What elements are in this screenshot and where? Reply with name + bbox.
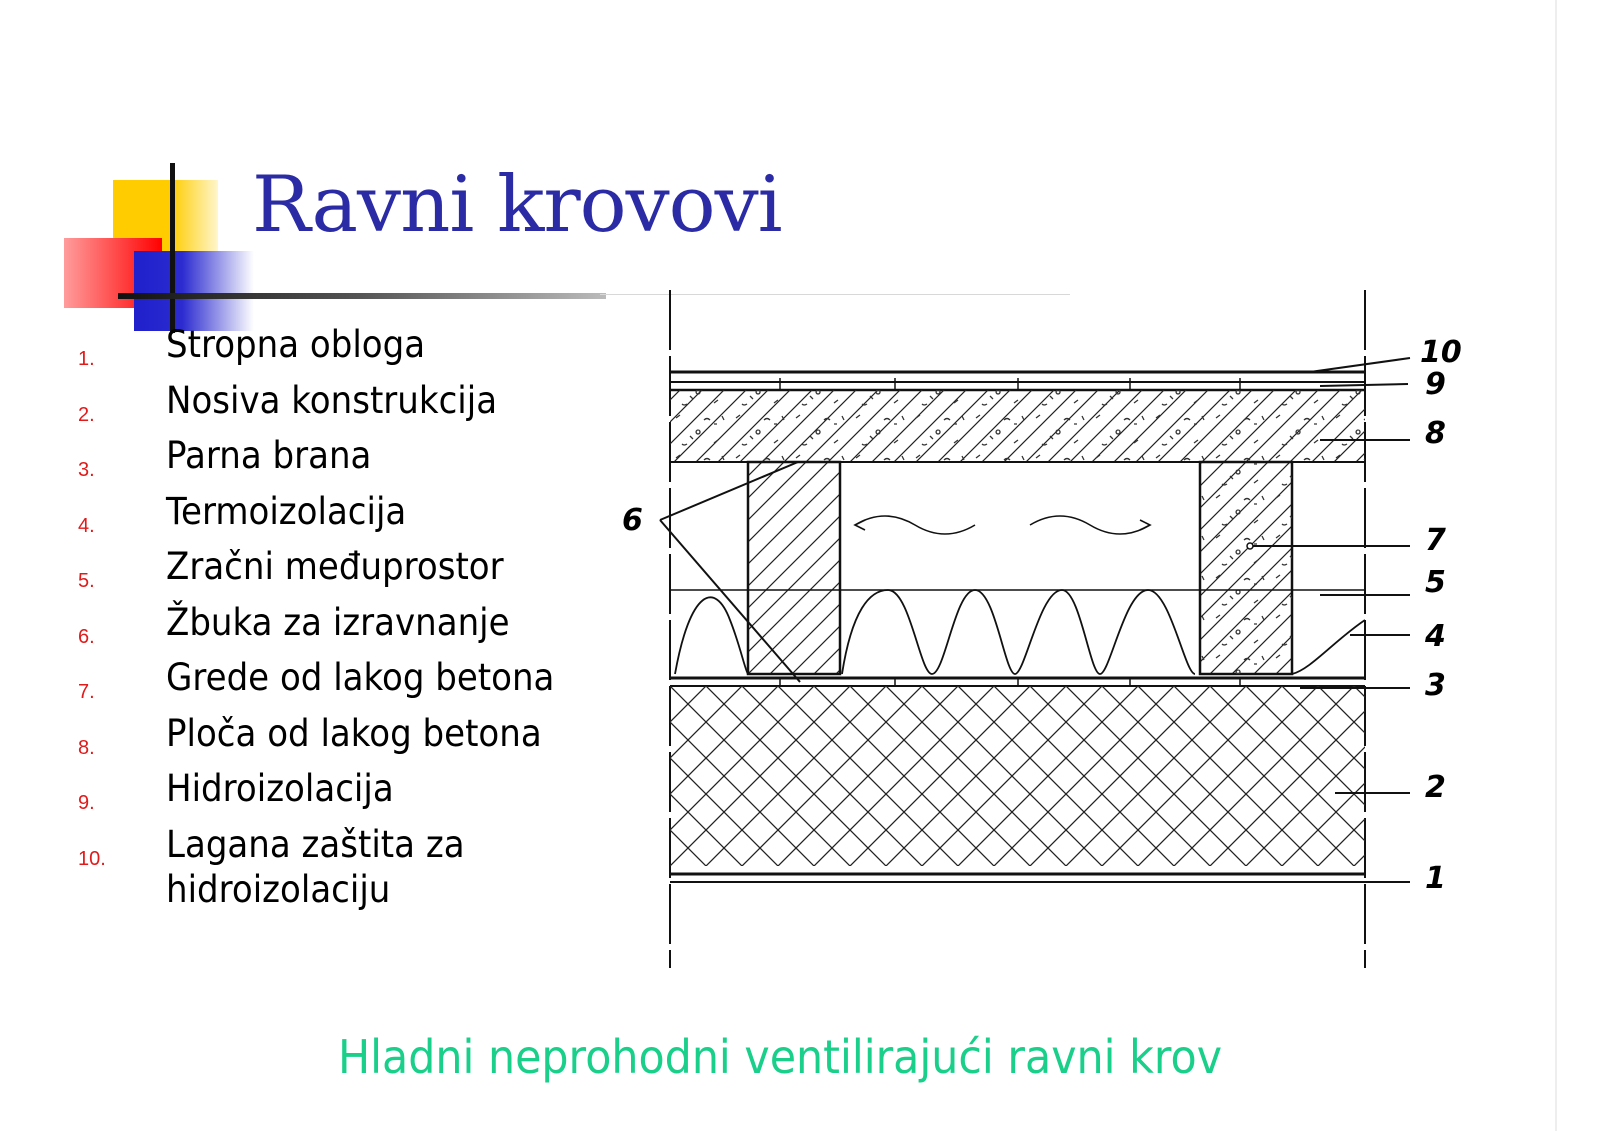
airflow-left	[855, 516, 975, 534]
label-2: 2	[1425, 770, 1446, 805]
logo-vertical-line	[170, 163, 175, 333]
title-underline	[118, 293, 606, 299]
legend-text: Stropna obloga	[166, 323, 426, 366]
roof-section-drawing	[622, 290, 1500, 994]
layer-8-slab-speckle	[670, 390, 1365, 462]
label-10: 10	[1420, 335, 1462, 370]
legend-number: 9.	[78, 792, 95, 814]
label-3: 3	[1425, 668, 1446, 703]
layer-legend	[0, 323, 640, 920]
layer-7-beam-right-speckle	[1200, 462, 1292, 674]
membrane-joints	[780, 378, 1240, 390]
label-4: 4	[1425, 619, 1446, 654]
legend-number: 4.	[78, 514, 95, 537]
legend-text: Hidroizolacija	[166, 767, 394, 810]
logo-blue-square	[134, 251, 254, 331]
legend-number: 8.	[78, 736, 95, 759]
layer-4-wave-middle	[842, 590, 1195, 674]
label-5: 5	[1425, 565, 1446, 600]
legend-number: 10.	[78, 847, 106, 870]
layer-7-beam-left	[748, 462, 840, 674]
legend-number: 3.	[78, 459, 95, 481]
beam-marker	[1247, 543, 1253, 549]
section-svg	[622, 290, 1500, 990]
legend-text: Parna brana	[166, 434, 372, 477]
legend-number: 7.	[78, 681, 95, 703]
legend-text: Termoizolacija	[166, 489, 407, 533]
layer-2-structure	[670, 686, 1365, 866]
legend-text: Lagana zaštita za hidroizolaciju	[166, 822, 465, 911]
slide-caption: Hladni neprohodni ventilirajući ravni krov	[337, 1030, 1223, 1084]
legend-text: Grede od lakog betona	[166, 656, 555, 699]
layer-4-wave-right	[1292, 620, 1365, 674]
label-7: 7	[1425, 523, 1446, 558]
legend-text: Nosiva konstrukcija	[166, 378, 498, 422]
label-8: 8	[1425, 416, 1446, 451]
legend-number: 5.	[78, 570, 95, 592]
label-6: 6	[622, 503, 643, 538]
label-1: 1	[1425, 861, 1446, 896]
legend-number: 1.	[78, 348, 95, 370]
slide-title: Ravni krovovi	[252, 160, 782, 250]
airflow-right	[1030, 516, 1150, 534]
legend-number: 2.	[78, 403, 95, 426]
label-9: 9	[1425, 367, 1446, 402]
legend-number: 6.	[78, 625, 95, 648]
legend-text: Ploča od lakog betona	[166, 711, 542, 755]
slide-edge	[1555, 0, 1557, 1131]
legend-text: Žbuka za izravnanje	[166, 600, 510, 644]
legend-item	[0, 822, 640, 920]
legend-text: Zračni međuprostor	[166, 545, 504, 588]
